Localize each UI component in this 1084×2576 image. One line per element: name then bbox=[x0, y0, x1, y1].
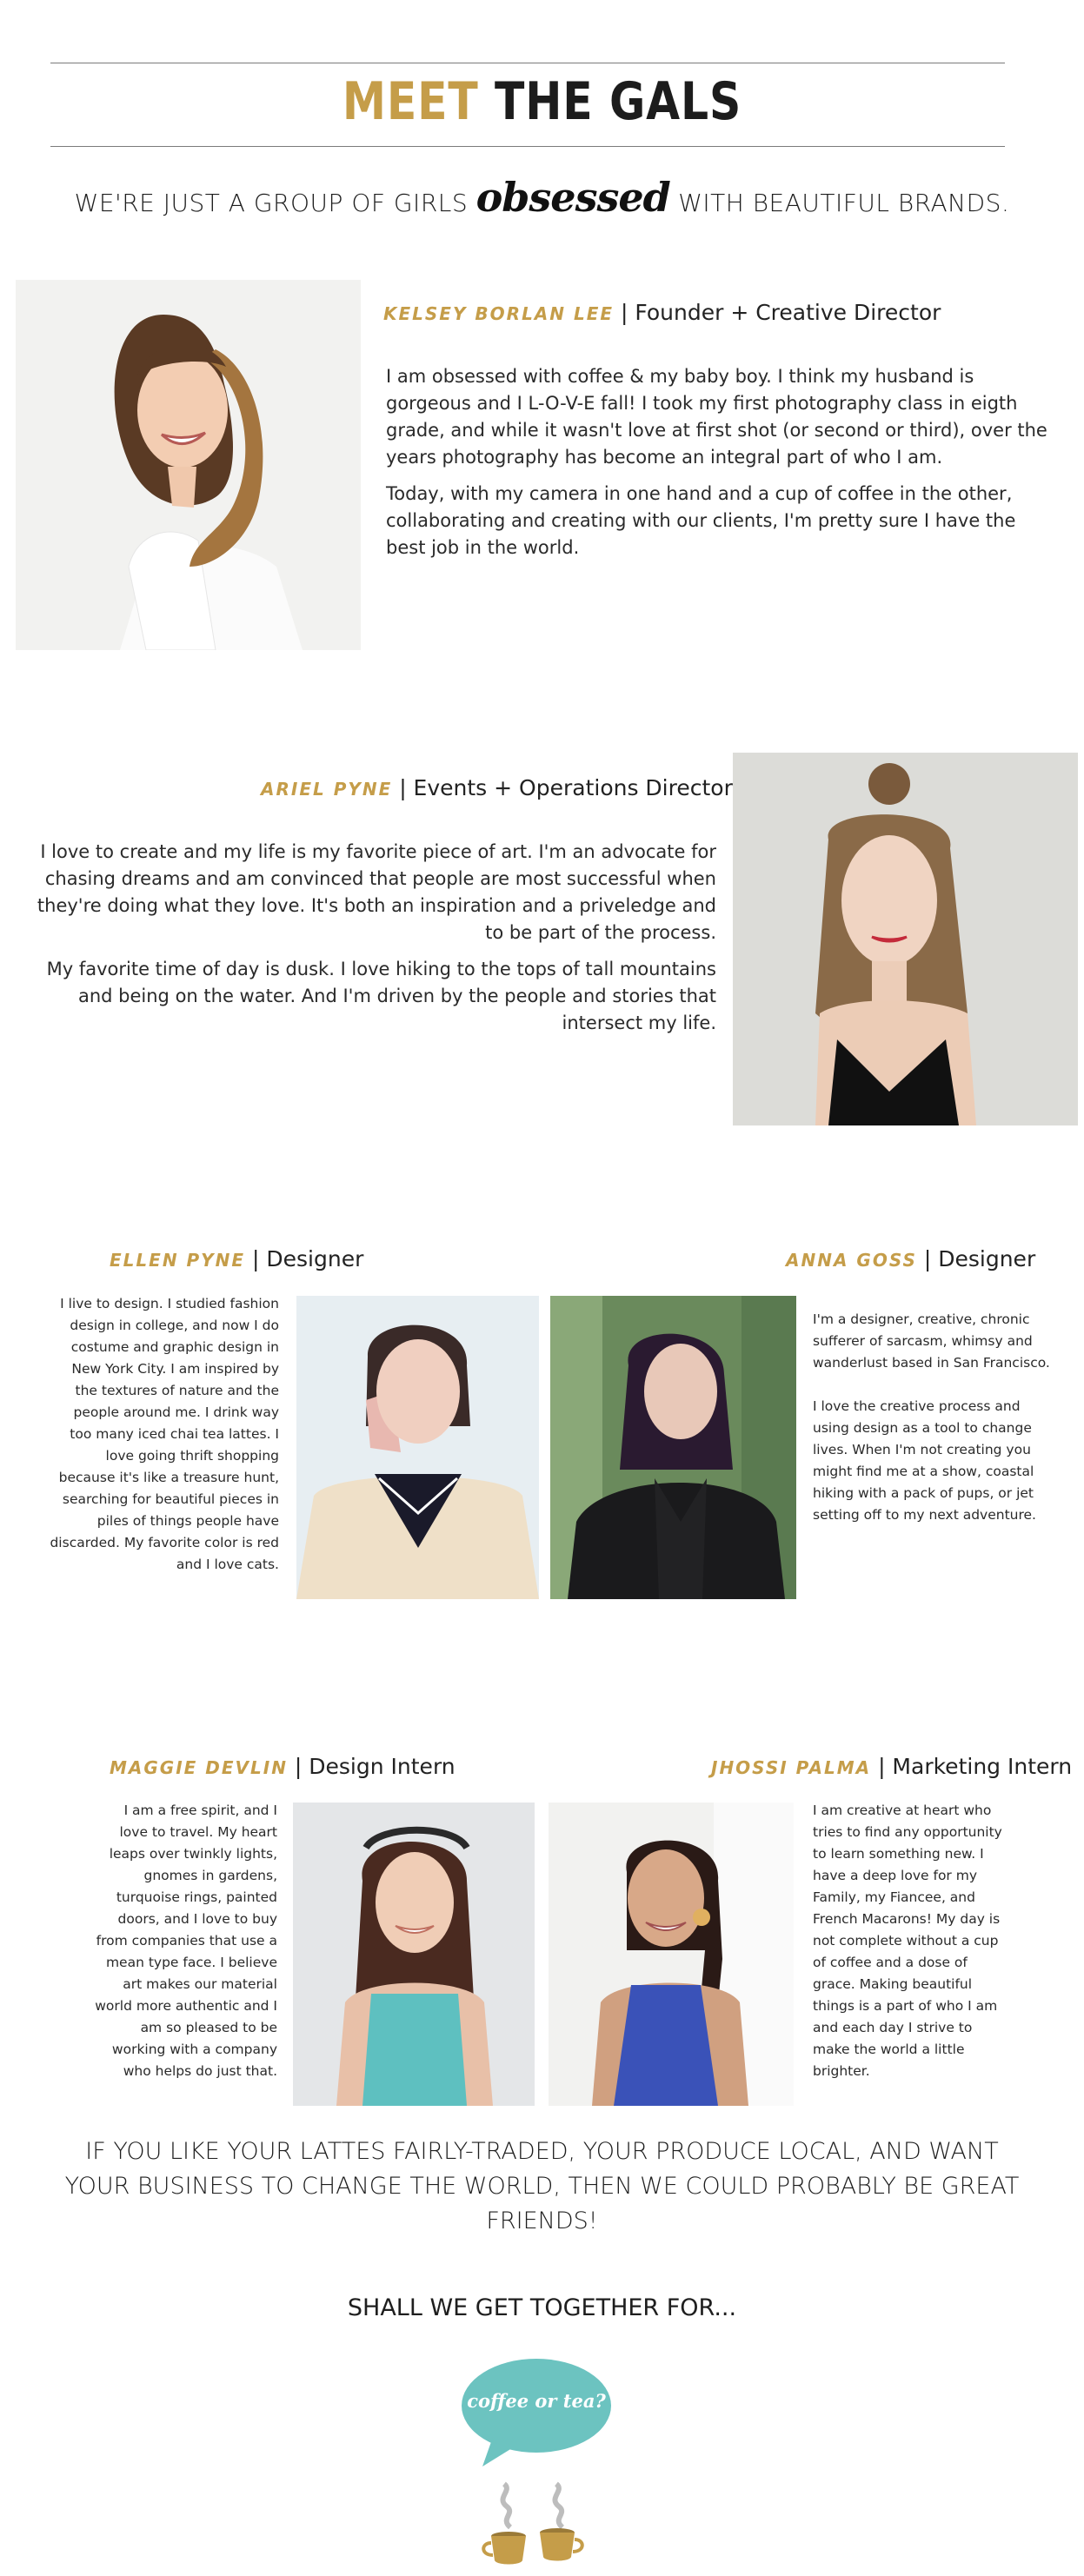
ariel-bio-p2: My favorite time of day is dusk. I love hiking to the tops of tall mountains and being on the water. And I'm driven by the people and stories that intersect my life. bbox=[46, 959, 716, 1033]
anna-role: | Designer bbox=[923, 1246, 1036, 1271]
kelsey-bio-p1: I am obsessed with coffee & my baby boy. I think my husband is gorgeous and I L-O-V-E fall! I took my first photography class in eigth grade, and while it wasn't love at first shot (or second or third), over the years photography has become an integral part of who I am. bbox=[386, 366, 1047, 468]
anna-name: ANNA GOSS bbox=[786, 1250, 917, 1271]
jhossi-bio-p1: I am creative at heart who tries to find any opportunity to learn something new. I have a deep love for my Family, my Fiancee, and French Macarons! My day is not complete without a cup of coffee and a dose of grace. Making beautiful things is a part of who I am and each day I strive to make the world a little brighter. bbox=[813, 1803, 1002, 2079]
jhossi-photo bbox=[549, 1803, 794, 2106]
tagline-after: WITH BEAUTIFUL BRANDS. bbox=[678, 189, 1010, 217]
title-rest: THE GALS bbox=[495, 71, 742, 132]
kelsey-bio bbox=[386, 363, 1055, 571]
kelsey-photo bbox=[16, 280, 361, 650]
ellen-bio bbox=[49, 1293, 279, 1597]
ellen-photo bbox=[296, 1296, 539, 1599]
anna-heading bbox=[786, 1246, 1035, 1271]
maggie-bio bbox=[92, 1800, 277, 2104]
kelsey-role: | Founder + Creative Director bbox=[621, 300, 941, 325]
tagline bbox=[0, 174, 1084, 221]
maggie-heading bbox=[110, 1754, 456, 1779]
ariel-role: | Events + Operations Director bbox=[399, 775, 733, 800]
anna-bio-p2: I love the creative process and using design as a tool to change lives. When I'm not creating you might find me at a show, coastal hiking with a pack of pups, or jet setting off to my next adventure. bbox=[813, 1398, 1036, 1523]
maggie-name: MAGGIE DEVLIN bbox=[110, 1757, 288, 1778]
ellen-heading bbox=[110, 1246, 363, 1271]
closing-question: SHALL WE GET TOGETHER FOR... bbox=[347, 2294, 737, 2321]
ariel-photo bbox=[733, 753, 1078, 1125]
anna-photo bbox=[550, 1296, 796, 1599]
jhossi-bio bbox=[813, 1800, 1013, 2104]
bottom-rule bbox=[50, 146, 1005, 147]
ellen-role: | Designer bbox=[252, 1246, 364, 1271]
ariel-bio-p1: I love to create and my life is my favorite piece of art. I'm an advocate for chasing dreams and am convinced that people are most successful when they're doing what they love. It's both an inspiration and a priveledge and to be part of the process. bbox=[37, 841, 716, 943]
kelsey-heading bbox=[383, 300, 941, 325]
ariel-name: ARIEL PYNE bbox=[261, 779, 393, 800]
coffee-cups-icon bbox=[474, 2477, 595, 2573]
maggie-role: | Design Intern bbox=[294, 1754, 456, 1779]
jhossi-heading bbox=[711, 1754, 1072, 1779]
page-title bbox=[87, 71, 997, 132]
title-accent: MEET bbox=[342, 71, 479, 132]
tagline-script-word: obsessed bbox=[475, 174, 670, 221]
closing-statement: IF YOU LIKE YOUR LATTES FAIRLY-TRADED, YOUR PRODUCE LOCAL, AND WANT YOUR BUSINESS TO CHANGE THE WORLD, THEN WE COULD PROBABLY BE GREAT FRIENDS! bbox=[64, 2138, 1020, 2234]
jhossi-role: | Marketing Intern bbox=[878, 1754, 1073, 1779]
jhossi-name: JHOSSI PALMA bbox=[711, 1757, 872, 1778]
kelsey-bio-p2: Today, with my camera in one hand and a cup of coffee in the other, collaborating and creating with our clients, I'm pretty sure I have the best job in the world. bbox=[386, 483, 1016, 558]
ellen-name: ELLEN PYNE bbox=[110, 1250, 246, 1271]
bubble-text: coffee or tea? bbox=[467, 2390, 606, 2412]
maggie-bio-p1: I am a free spirit, and I love to travel. My heart leaps over twinkly lights, gnomes in gardens, turquoise rings, painted doors, and I love to buy from companies that use a mean type face. I believe art makes our material world more authentic and I am so pleased to be working with a company who helps do just that. bbox=[95, 1803, 277, 2079]
coffee-or-tea-bubble[interactable] bbox=[458, 2357, 615, 2470]
anna-bio-p1: I'm a designer, creative, chronic sufferer of sarcasm, whimsy and wanderlust based in San Francisco. bbox=[813, 1311, 1050, 1371]
ariel-heading bbox=[261, 775, 733, 800]
anna-bio bbox=[813, 1309, 1061, 1548]
maggie-photo bbox=[293, 1803, 535, 2106]
ellen-bio-p1: I live to design. I studied fashion design in college, and now I do costume and graphic design in New York City. I am inspired by the textures of nature and the people around me. I drink way too many iced chai tea lattes. I love going thrift shopping because it's like a treasure hunt, searching for beautiful pieces in piles of things people have discarded. My favorite color is red and I love cats. bbox=[50, 1296, 279, 1572]
tagline-before: WE'RE JUST A GROUP OF GIRLS bbox=[74, 189, 469, 217]
kelsey-name: KELSEY BORLAN LEE bbox=[383, 303, 615, 324]
ariel-bio bbox=[26, 839, 716, 1046]
